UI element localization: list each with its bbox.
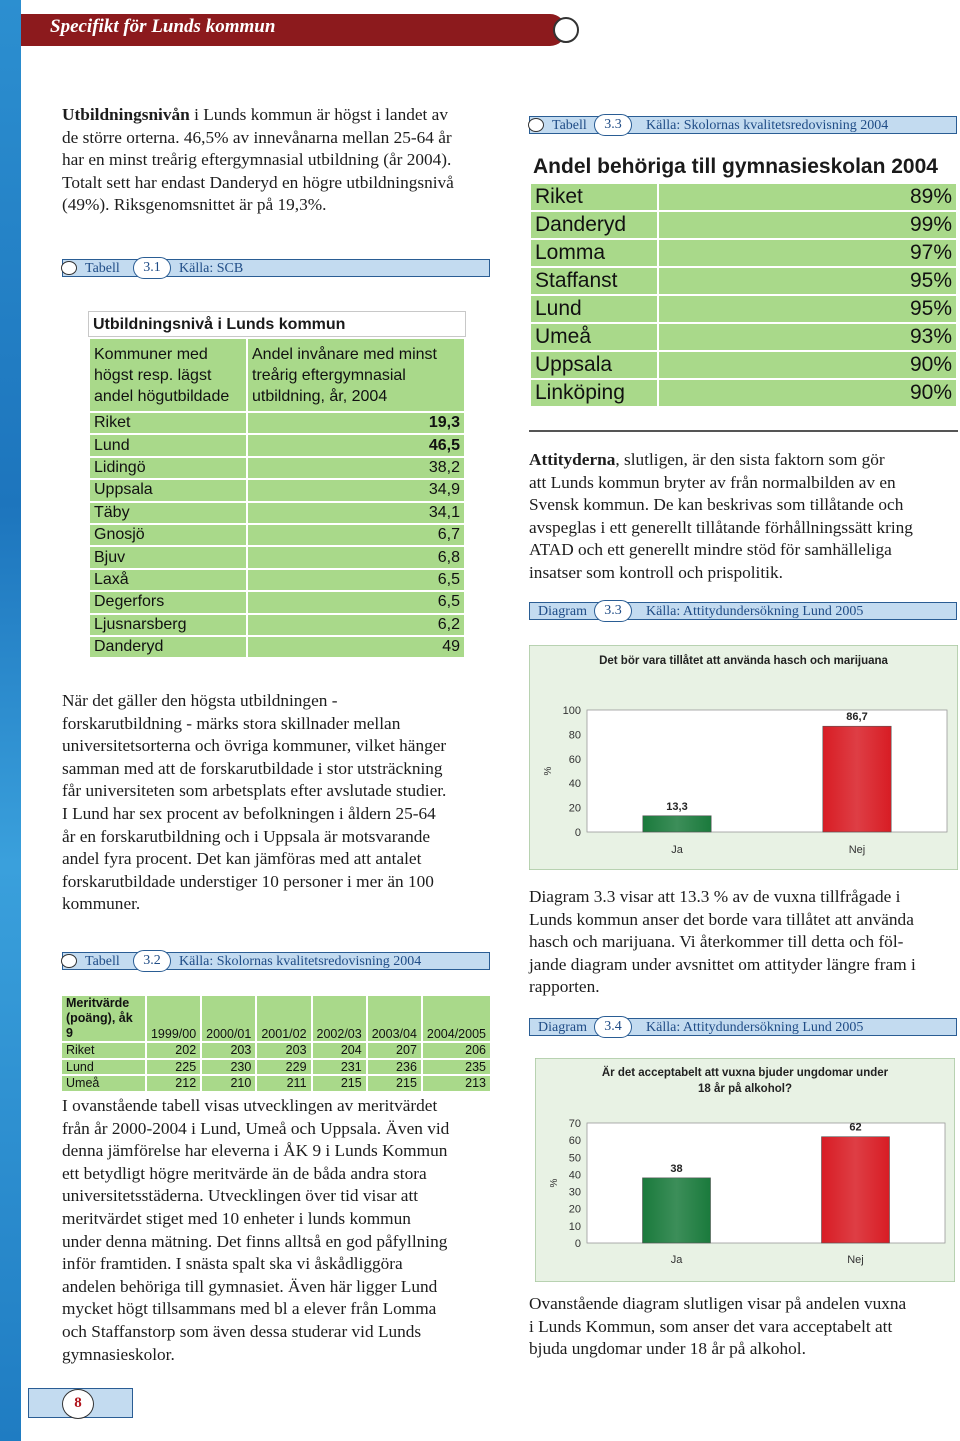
table-header-cell: [89, 338, 247, 412]
table-header-cell: [61, 995, 146, 1042]
research-paragraph: [62, 690, 502, 916]
table-row: [89, 412, 465, 434]
row-name: Lund: [530, 295, 658, 323]
row-name: Bjuv: [89, 546, 247, 568]
row-name: Ljusnarsberg: [89, 614, 247, 636]
row-name: Danderyd: [530, 211, 658, 239]
header-line: Kommuner med: [94, 345, 208, 363]
row-name: Linköping: [530, 379, 658, 407]
row-value: 97%: [658, 239, 957, 267]
caption-source: Källa: Skolornas kvalitetsredovisning 2004: [646, 118, 889, 133]
attitudes-bold-lead: Attityderna: [529, 450, 616, 469]
row-value: 206: [422, 1042, 491, 1059]
page-number: 8: [62, 1389, 94, 1419]
row-value: 215: [367, 1075, 422, 1092]
data-label: 13,3: [666, 800, 688, 813]
merit-paragraph: [62, 1095, 502, 1366]
y-axis-label: %: [543, 766, 554, 776]
intro-line: i Lunds kommun är högst i landet av: [189, 105, 448, 124]
year-header: 2001/02: [256, 995, 311, 1042]
header-line: Andel invånare med minst: [252, 345, 437, 363]
row-value: 207: [367, 1042, 422, 1059]
text-line: och Staffanstorp som även dessa studerar vid Lunds: [62, 1321, 422, 1341]
text-line: bjuda ungdomar under 18 år på alkohol.: [529, 1339, 806, 1359]
year-header: 2000/01: [201, 995, 256, 1042]
text-line: forskarutbildade understiger 10 personer i mer än 100: [62, 871, 434, 891]
table-row: [530, 239, 957, 267]
table-header-row: [89, 338, 465, 412]
row-value: 90%: [658, 379, 957, 407]
table-row: [89, 457, 465, 479]
row-value: 6,5: [247, 569, 465, 591]
y-tick-label: 20: [568, 802, 581, 815]
row-value: 46,5: [247, 434, 465, 456]
data-label: 62: [849, 1121, 862, 1134]
text-line: universitetsorterna och övriga kommuner, vilket hänger: [62, 736, 447, 756]
header-line: (poäng), åk 9: [66, 1011, 133, 1040]
intro-paragraph: [62, 104, 502, 217]
row-value: 6,8: [247, 546, 465, 568]
row-name: Lomma: [530, 239, 658, 267]
table-header-row: [61, 995, 491, 1042]
row-name: Staffanst: [530, 267, 658, 295]
data-label: 38: [670, 1162, 683, 1175]
row-value: 212: [146, 1075, 201, 1092]
table-row: [530, 183, 957, 211]
year-header: 1999/00: [146, 995, 201, 1042]
caption-source: Källa: SCB: [179, 261, 244, 276]
row-value: 49: [247, 636, 465, 658]
diagram-3-4-chart: [535, 1058, 955, 1282]
text-line: under denna mätning. Det finns alltså en god påfyllning: [62, 1231, 448, 1251]
bar-nej: [821, 1137, 889, 1243]
header-line: andel högutbildade: [94, 387, 230, 405]
row-value: 38,2: [247, 457, 465, 479]
row-value: 19,3: [247, 412, 465, 434]
y-tick-label: 60: [568, 753, 581, 766]
y-tick-label: 40: [568, 1169, 581, 1182]
row-value: 225: [146, 1059, 201, 1076]
intro-line: (49%). Riksgenomsnittet är på 19,3%.: [62, 195, 327, 215]
text-line: ATAD och ett generellt mindre stöd för samhälleliga: [529, 540, 892, 560]
diagram-3-3-paragraph: [529, 886, 954, 999]
text-line: andel fyra procent. Det kan jämföras med att antalet: [62, 849, 422, 869]
caption-source: Källa: Skolornas kvalitetsredovisning 2004: [179, 954, 422, 969]
table-3-3: [529, 152, 958, 432]
row-name: Lidingö: [89, 457, 247, 479]
y-tick-label: 50: [568, 1152, 581, 1165]
side-decoration-strip: [0, 0, 21, 1441]
y-tick-label: 30: [568, 1186, 581, 1199]
row-value: 229: [256, 1059, 311, 1076]
table-3-1-grid: [88, 337, 466, 659]
data-label: 86,7: [846, 711, 868, 724]
text-line: I ovanstående tabell visas utvecklingen av meritvärdet: [62, 1096, 438, 1115]
row-name: Umeå: [61, 1075, 146, 1092]
year-header: 2003/04: [367, 995, 422, 1042]
text-line: får universiteten som arbetsplats efter avslutade studier.: [62, 781, 447, 801]
y-tick-label: 80: [568, 729, 581, 742]
table-3-1-title: Utbildningsnivå i Lunds kommun: [88, 311, 466, 337]
header-line: Meritvärde: [66, 996, 130, 1010]
x-tick-label: Nej: [847, 1254, 864, 1266]
caption-number: 3.2: [133, 950, 171, 972]
row-value: 90%: [658, 351, 957, 379]
text-line: gymnasieskolor.: [62, 1344, 175, 1364]
table-3-3-bottom-rule: [529, 430, 958, 432]
text-line: denna jämförelse har eleverna i ÅK 9 i Lunds Kommun: [62, 1141, 448, 1161]
table-row: [89, 591, 465, 613]
caption-number: 3.3: [594, 114, 632, 136]
attitudes-paragraph: [529, 449, 954, 585]
row-value: 211: [256, 1075, 311, 1092]
year-header: 2004/2005: [422, 995, 491, 1042]
caption-table-3-2: [62, 952, 490, 970]
text-line: att Lunds kommun bryter av från normalbilden av en: [529, 472, 896, 492]
row-name: Riket: [89, 412, 247, 434]
text-line: Svensk kommun. De kan beskrivas som tillåtande och: [529, 495, 904, 515]
y-tick-label: 100: [562, 705, 581, 717]
text-line: avspeglas i ett generellt tillåtande förhållningssätt kring: [529, 517, 913, 537]
text-line: universitetsstäderna. Utvecklingen över tid visar att: [62, 1186, 419, 1206]
y-tick-label: 20: [568, 1203, 581, 1216]
caption-table-3-3: [529, 116, 957, 134]
y-tick-label: 70: [568, 1118, 581, 1130]
table-row: [530, 211, 957, 239]
text-line: mycket högt tillsammans med bl a elever från Lomma: [62, 1299, 437, 1319]
text-line: , slutligen, är den sista faktorn som gör: [615, 450, 885, 469]
caption-table-3-1: [62, 259, 490, 277]
caption-source: Källa: Attitydundersökning Lund 2005: [646, 1020, 864, 1035]
y-tick-label: 0: [574, 1238, 581, 1250]
row-name: Uppsala: [89, 479, 247, 501]
row-value: 235: [422, 1059, 491, 1076]
intro-line: de större orterna. 46,5% av innevånarna mellan 25-64 år: [62, 127, 452, 147]
intro-line: har en minst treårig eftergymnasial utbildning (år 2004).: [62, 150, 452, 170]
row-value: 6,5: [247, 591, 465, 613]
table-row: [89, 479, 465, 501]
table-3-3-title: Andel behöriga till gymnasieskolan 2004: [529, 152, 958, 182]
text-line: forskarutbildning - märks stora skillnader mellan: [62, 713, 401, 733]
text-line: När det gäller den högsta utbildningen -: [62, 691, 338, 710]
text-line: i Lunds Kommun, som anser det vara acceptabelt att: [529, 1316, 893, 1336]
text-line: I Lund har sex procent av befolkningen i åldern 25-64: [62, 803, 436, 823]
text-line: rapporten.: [529, 977, 600, 997]
text-line: Ovanstående diagram slutligen visar på andelen vuxna: [529, 1294, 907, 1313]
row-value: 6,2: [247, 614, 465, 636]
row-name: Umeå: [530, 323, 658, 351]
text-line: kommuner.: [62, 894, 141, 914]
text-line: Diagram 3.3 visar att 13.3 % av de vuxna tillfrågade i: [529, 887, 901, 906]
table-row: [89, 636, 465, 658]
table-row: [61, 1042, 491, 1059]
section-title: Specifikt för Lunds kommun: [50, 16, 276, 37]
x-tick-label: Ja: [671, 844, 683, 856]
table-3-2: [60, 994, 492, 1093]
text-line: från år 2000-2004 i Lund, Umeå och Uppsala. Även vid: [62, 1118, 450, 1138]
row-value: 203: [201, 1042, 256, 1059]
text-line: ett betydligt högre meritvärde än de båda andra stora: [62, 1163, 427, 1183]
row-name: Degerfors: [89, 591, 247, 613]
caption-diagram-3-4: [529, 1018, 957, 1036]
caption-dot: [528, 118, 544, 132]
table-row: [89, 524, 465, 546]
chart-title: 18 år på alkohol?: [698, 1083, 792, 1095]
chart-title: Är det acceptabelt att vuxna bjuder ungdomar under: [601, 1067, 889, 1079]
plot-area: [587, 710, 947, 832]
row-value: 6,7: [247, 524, 465, 546]
caption-dot: [61, 954, 77, 968]
table-row: [89, 614, 465, 636]
row-value: 231: [312, 1059, 367, 1076]
plot-area: [587, 1123, 945, 1243]
caption-label: Tabell: [85, 261, 120, 276]
year-header: 2002/03: [312, 995, 367, 1042]
x-tick-label: Nej: [848, 844, 866, 856]
row-name: Riket: [61, 1042, 146, 1059]
row-name: Danderyd: [89, 636, 247, 658]
row-value: 34,1: [247, 502, 465, 524]
y-tick-label: 40: [568, 778, 581, 791]
bar-ja: [643, 816, 711, 832]
text-line: andelen behöriga till gymnasiet. Även här ligger Lund: [62, 1276, 438, 1296]
row-name: Lund: [61, 1059, 146, 1076]
table-row: [61, 1059, 491, 1076]
table-row: [530, 323, 957, 351]
row-value: 236: [367, 1059, 422, 1076]
bar-nej: [823, 726, 891, 832]
row-value: 93%: [658, 323, 957, 351]
intro-bold-lead: Utbildningsnivån: [62, 105, 190, 124]
text-line: meritvärdet stiget med 10 enheter i lunds kommun: [62, 1208, 411, 1228]
caption-source: Källa: Attitydundersökning Lund 2005: [646, 604, 864, 619]
table-row: [89, 546, 465, 568]
row-value: 99%: [658, 211, 957, 239]
row-name: Täby: [89, 502, 247, 524]
row-value: 89%: [658, 183, 957, 211]
header-line: högst resp. lägst: [94, 366, 212, 384]
text-line: år en forskarutbildning och i Uppsala är motsvarande: [62, 826, 431, 846]
table-3-3-grid: [529, 182, 958, 408]
table-row: [530, 267, 957, 295]
table-row: [530, 379, 957, 407]
diagram-3-3-chart: [529, 645, 958, 870]
table-header-cell: [247, 338, 465, 412]
y-tick-label: 0: [574, 827, 581, 839]
table-row: [61, 1075, 491, 1092]
row-value: 210: [201, 1075, 256, 1092]
diagram-3-4-paragraph: [529, 1293, 954, 1361]
row-value: 34,9: [247, 479, 465, 501]
y-tick-label: 60: [568, 1135, 581, 1148]
row-value: 204: [312, 1042, 367, 1059]
text-line: Lunds kommun anser det borde vara tillåtet att använda: [529, 909, 914, 929]
row-name: Gnosjö: [89, 524, 247, 546]
table-row: [89, 569, 465, 591]
header-line: utbildning, år, 2004: [252, 387, 388, 405]
text-line: jande diagram under avsnittet om attityder längre fram i: [529, 954, 916, 974]
table-row: [89, 434, 465, 456]
caption-label: Diagram: [538, 1020, 587, 1035]
intro-line: Totalt sett har endast Danderyd en högre utbildningsnivå: [62, 172, 454, 192]
row-name: Riket: [530, 183, 658, 211]
y-tick-label: 10: [568, 1220, 581, 1233]
x-tick-label: Ja: [670, 1254, 683, 1266]
row-value: 202: [146, 1042, 201, 1059]
bar-ja: [642, 1178, 710, 1243]
row-value: 213: [422, 1075, 491, 1092]
row-name: Laxå: [89, 569, 247, 591]
text-line: inför framtiden. I snästa spalt ska vi åskådliggöra: [62, 1254, 403, 1274]
caption-label: Diagram: [538, 604, 587, 619]
caption-number: 3.3: [594, 600, 632, 622]
row-name: Uppsala: [530, 351, 658, 379]
caption-number: 3.1: [133, 257, 171, 279]
header-circle-ornament: [553, 17, 579, 43]
table-row: [530, 295, 957, 323]
row-name: Lund: [89, 434, 247, 456]
caption-label: Tabell: [552, 118, 587, 133]
y-axis-label: %: [549, 1178, 560, 1188]
caption-diagram-3-3: [529, 602, 957, 620]
caption-number: 3.4: [594, 1016, 632, 1038]
caption-label: Tabell: [85, 954, 120, 969]
text-line: hasch och marijuana. Vi återkommer till detta och föl-: [529, 932, 904, 952]
table-row: [530, 351, 957, 379]
text-line: insatser som kontroll och prispolitik.: [529, 562, 783, 582]
row-value: 95%: [658, 267, 957, 295]
row-value: 95%: [658, 295, 957, 323]
table-3-1: [88, 311, 466, 661]
table-row: [89, 502, 465, 524]
row-value: 203: [256, 1042, 311, 1059]
row-value: 215: [312, 1075, 367, 1092]
caption-dot: [61, 261, 77, 275]
row-value: 230: [201, 1059, 256, 1076]
header-line: treårig eftergymnasial: [252, 366, 406, 384]
text-line: samman med att de forskarutbildade i stor utsträckning: [62, 758, 443, 778]
chart-title: Det bör vara tillåtet att använda hasch och marijuana: [599, 655, 888, 667]
